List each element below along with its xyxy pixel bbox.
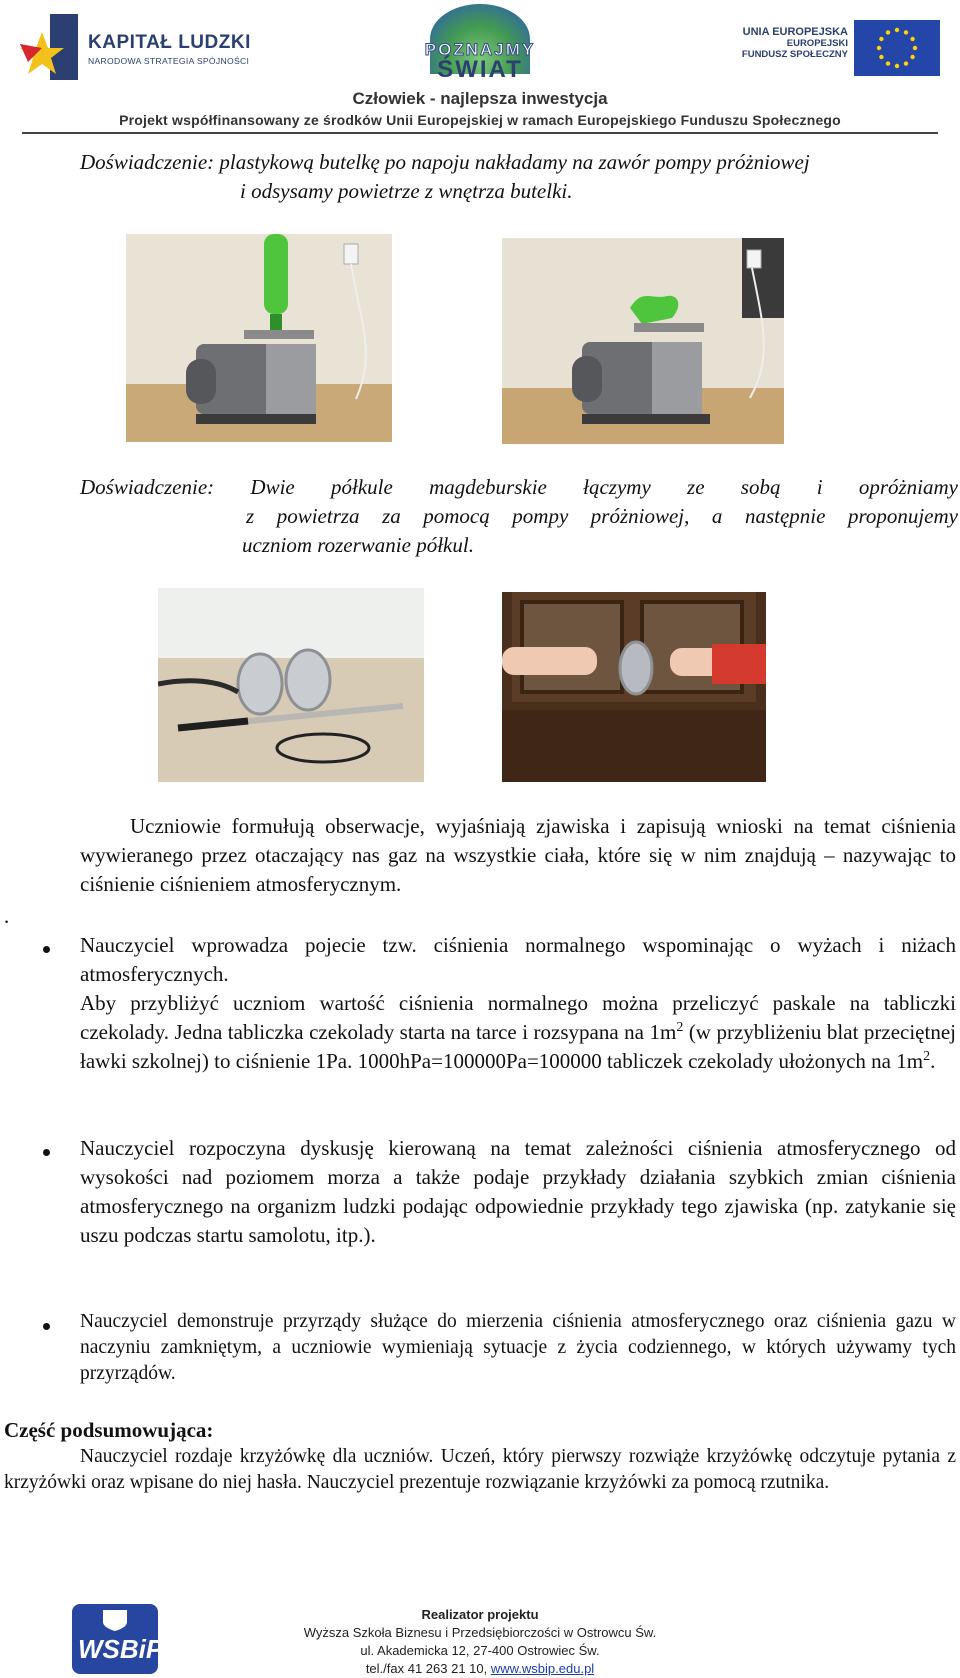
swiat-word: ŚWIAT <box>437 56 523 83</box>
wsbip-logo-text: WSBiP <box>78 1634 164 1664</box>
stray-dot: . <box>4 904 10 928</box>
experiment-2-line-2: z powietrza za pomocą pompy próżniowej, a następnie proponujemy <box>246 504 958 528</box>
eu-text <box>742 26 848 60</box>
bullet-2-text: Nauczyciel rozpoczyna dyskusję kierowaną na temat zależności ciśnienia atmosferycznego od wysokości nad poziomem morza a także podaje przykłady działania szybkich zmian ciśnienia atmosferycznego na organizm ludzki podając odpowiednie przykłady tego zjawiska (np. zatykanie się uszu podczas startu samolotu, itp.). <box>80 1136 956 1247</box>
footer-website-link[interactable]: www.wsbip.edu.pl <box>490 1661 595 1676</box>
poznajmy-swiat-logo <box>392 4 568 92</box>
eu-line-3: FUNDUSZ SPOŁECZNY <box>741 49 848 60</box>
bullet-1-part-a: Aby przybliżyć uczniom wartość ciśnienia normalnego można przeliczyć paskale na tabliczki czekolady. Jedna tabliczka czekolady starta na tarce i rozsypana na 1m <box>80 991 956 1044</box>
eu-line-1: UNIA EUROPEJSKA <box>742 26 848 38</box>
bullet-1-part-c: . <box>930 1049 936 1073</box>
header-motto: Człowiek - najlepsza inwestycja <box>352 89 608 108</box>
header-project-line: Projekt współfinansowany ze środków Unii Europejskiej w ramach Europejskiego Funduszu Społecznego <box>119 112 841 128</box>
bullet-1-chocolate-paragraph <box>80 989 956 1076</box>
photo-pump-bottle-upright <box>126 234 392 442</box>
summary-heading: Część podsumowująca: <box>4 1418 214 1442</box>
header-divider <box>22 132 938 134</box>
photo-magdeburg-hemispheres <box>158 588 424 782</box>
experiment-2-line-1: Doświadczenie: Dwie półkule magdeburskie łączymy ze sobą i opróżniamy <box>80 475 958 499</box>
bullet-2-marker <box>43 1149 50 1156</box>
observation-paragraph: Uczniowie formułują obserwacje, wyjaśniają zjawiska i zapisują wnioski na temat ciśnienia wywieranego przez otaczający nas gaz na wszystkie ciała, które się w nim znajdują – nazywając to ciśnienie ciśnieniem atmosferycznym. <box>80 814 956 896</box>
bullet-1-sup-a: 2 <box>676 1020 684 1035</box>
kapital-ludzki-text <box>88 32 251 66</box>
bullet-1-sup-b: 2 <box>923 1049 931 1064</box>
bullet-3-marker <box>43 1323 50 1330</box>
wsbip-logo <box>72 1604 164 1674</box>
experiment-2-line-3: uczniom rozerwanie półkul. <box>242 533 474 557</box>
summary-paragraph: Nauczyciel rozdaje krzyżówkę dla uczniów. Uczeń, który pierwszy rozwiąże krzyżówkę odczytuje pytania z krzyżówki oraz wpisane do niej hasła. Nauczyciel prezentuje rozwiązanie krzyżówki za pomocą rzutnika. <box>4 1446 956 1493</box>
bullet-1-text: Nauczyciel wprowadza pojecie tzw. ciśnienia normalnego wspominając o wyżach i niżach atmosferycznych. <box>80 933 956 986</box>
bullet-1-marker <box>43 946 50 953</box>
footer-info <box>290 1606 670 1678</box>
crest-icon <box>100 1608 130 1632</box>
kapital-ludzki-subtitle: NARODOWA STRATEGIA SPÓJNOŚCI <box>88 56 250 66</box>
eu-flag-icon <box>854 20 940 76</box>
eu-efs-logo <box>700 20 940 80</box>
footer-line-2: Wyższa Szkoła Biznesu i Przedsiębiorczości w Ostrowcu Św. <box>303 1625 657 1640</box>
footer-line-3: ul. Akademicka 12, 27-400 Ostrowiec Św. <box>360 1643 600 1658</box>
kapital-ludzki-title: KAPITAŁ LUDZKI <box>88 32 251 53</box>
poznajmy-word: POZNAJMY <box>424 40 536 59</box>
bullet-3-text: Nauczyciel demonstruje przyrządy służące do mierzenia ciśnienia atmosferycznego oraz ciśnienia gazu w naczyniu zamkniętym, a uczniowie wymieniają sytuacje z życia codziennego, w których używamy tych przyrządów. <box>80 1311 956 1384</box>
footer-line-1: Realizator projektu <box>421 1607 539 1622</box>
photo-pump-bottle-collapsed <box>502 238 784 444</box>
bullet-1-part-b: (w przybliżeniu blat przeciętnej ławki szkolnej) to ciśnienie 1Pa. 1000hPa=100000Pa=100000 tabliczek czekolady ułożonych na 1m <box>80 1020 956 1073</box>
photo-pulling-hemispheres <box>502 592 766 782</box>
eu-line-2: EUROPEJSKI <box>786 38 848 49</box>
experiment-1-line-2: i odsysamy powietrze z wnętrza butelki. <box>240 179 573 203</box>
footer-phone: tel./fax 41 263 21 10, <box>365 1661 491 1676</box>
kapital-ludzki-star-icon <box>20 14 78 80</box>
kapital-ludzki-logo <box>20 8 290 88</box>
footer-line-4 <box>290 1660 670 1678</box>
experiment-1-line-1: Doświadczenie: plastykową butelkę po napoju nakładamy na zawór pompy próżniowej <box>80 150 810 174</box>
